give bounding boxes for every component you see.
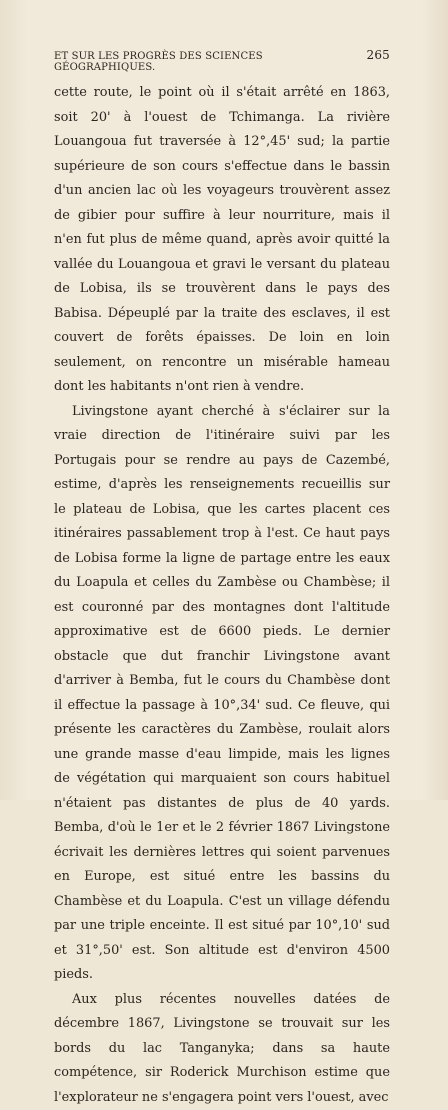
paragraph-2: Livingstone ayant cherché à s'éclairer sur la vraie direction de l'itinéraire suivi par les Portugais pour se rendre au pays de Cazembé, estime, d'après les renseignements recueillis sur le plateau de Lobisa, que les cartes placent ces itinéraires passablement trop à l'est. Ce haut pays de Lobisa forme la ligne de partage entre les eaux du Loapula et celles du Zambèse ou Chambèse; il est couronné par des montagnes dont l'altitude approximative est de 6600 pieds. Le dernier obstacle que dut franchir Livingstone avant d'arriver à Bemba, fut le cours du Chambèse dont il effectue la passage à 10°,34' sud. Ce fleuve, qui présente les caractères du Zambèse, roulait alors une grande masse d'eau limpide, mais les lignes de végétation qui marquaient son cours habituel n'étaient pas distantes de plus de 40 yards. Bemba, d'où le 1er et le 2 février 1867 Livingstone écrivait les dernières lettres qui soient parvenues en Europe, est situé entre les bassins du Chambèse et du Loapula. C'est un village défendu par une triple enceinte. Il est situé par 10°,10' sud et 31°,50' est. Son altitude est d'environ 4500 pieds. <box>54 400 390 988</box>
paragraph-1: cette route, le point où il s'était arrêté en 1863, soit 20' à l'ouest de Tchimanga. La rivière Louangoua fut traversée à 12°,45' sud; la partie supérieure de son cours s'effectue dans le bassin d'un ancien lac où les voyageurs trouvèrent assez de gibier pour suffire à leur nourriture, mais il n'en fut plus de même quand, après avoir quitté la vallée du Louangoua et gravi le versant du plateau de Lobisa, ils se trouvèrent dans le pays des Babisa. Dépeuplé par la traite des esclaves, il est couvert de forêts épaisses. De loin en loin seulement, on rencontre un misérable hameau dont les habitants n'ont rien à vendre. <box>54 81 390 400</box>
page-number: 265 <box>366 48 390 62</box>
paragraph-3: Aux plus récentes nouvelles datées de décembre 1867, Livingstone se trouvait sur les bords du lac Tanganyka; dans sa haute compétence, sir Roderick Murchison estime que l'explorateur ne s'engagera point vers l'ouest, avec <box>54 988 390 1110</box>
running-head: ET SUR LES PROGRÈS DES SCIENCES GÉOGRAPHIQUES. <box>54 51 366 73</box>
body-text <box>54 81 390 1110</box>
page-header <box>54 48 390 73</box>
